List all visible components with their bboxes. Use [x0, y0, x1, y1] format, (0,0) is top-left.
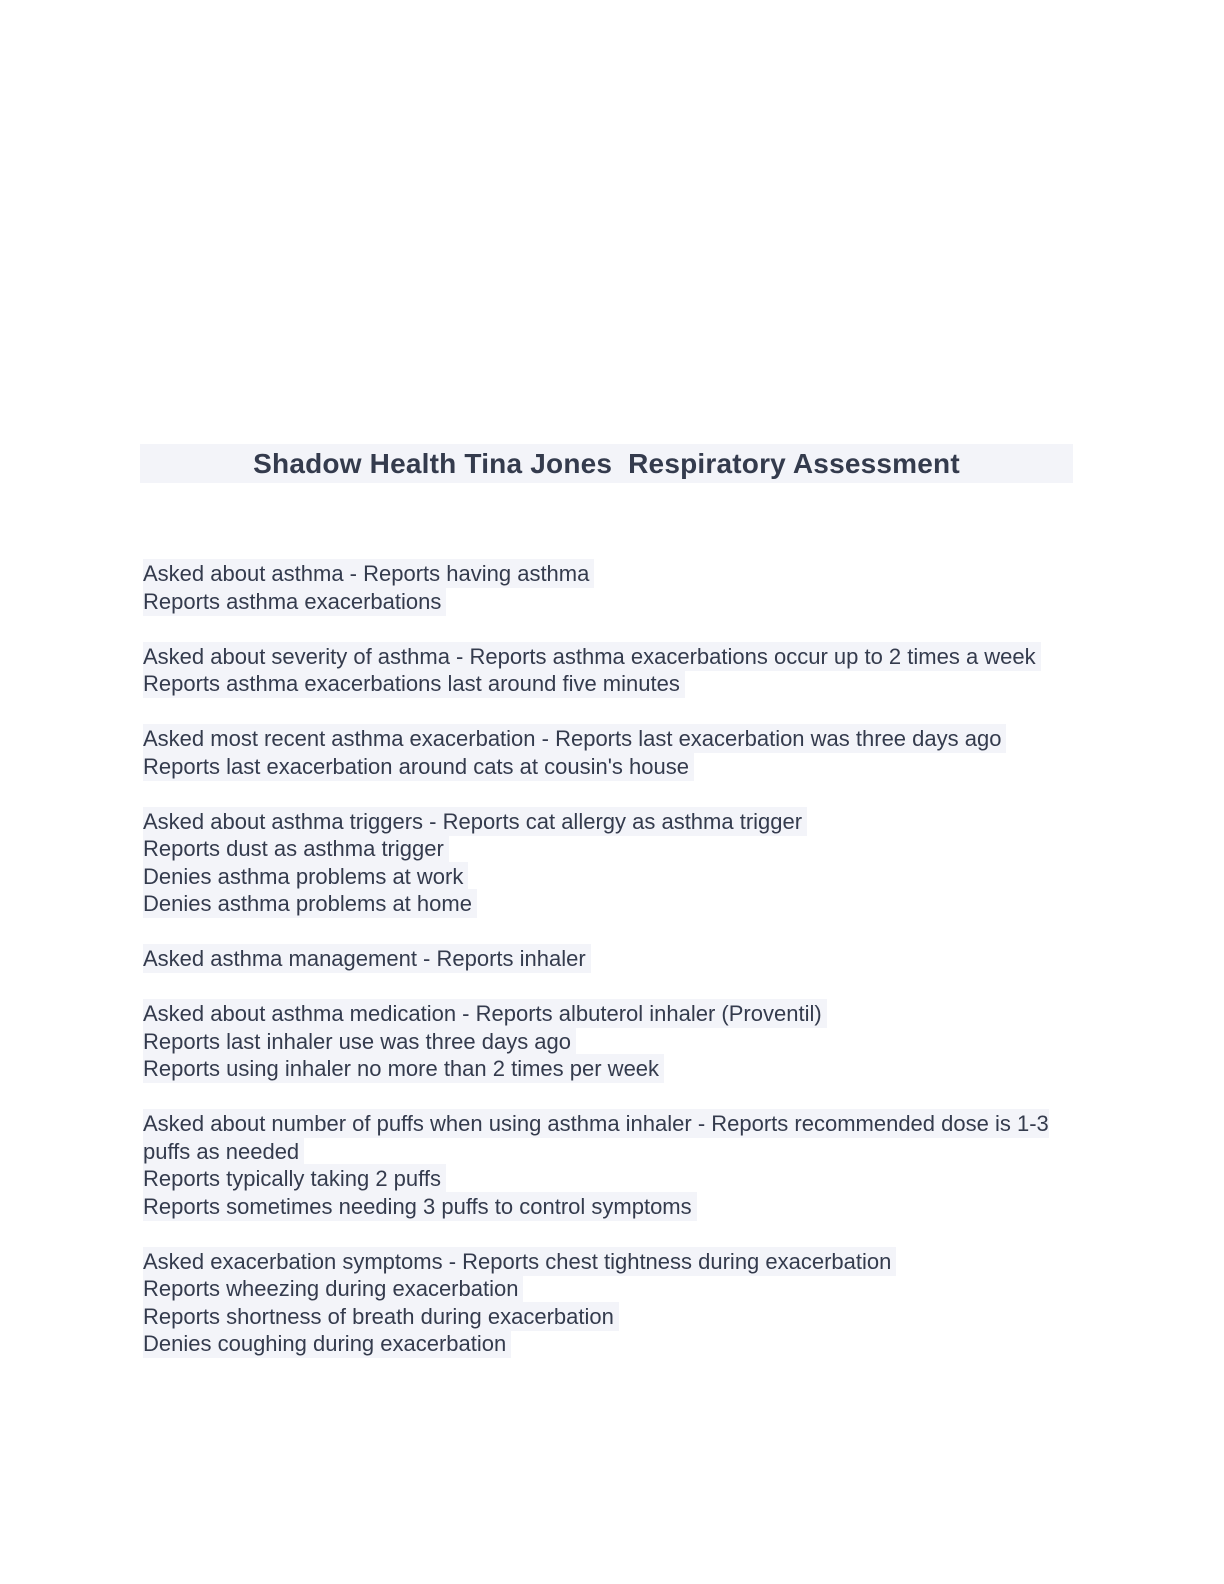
note-line: Reports asthma exacerbations: [143, 587, 446, 616]
note-line: Asked about severity of asthma - Reports asthma exacerbations occur up to 2 times a week: [143, 642, 1041, 671]
note-line: Asked exacerbation symptoms - Reports chest tightness during exacerbation: [143, 1247, 896, 1276]
note-block: [143, 1248, 1073, 1358]
note-line: Denies asthma problems at work: [143, 862, 468, 891]
note-block: [143, 1000, 1073, 1083]
note-line: Reports wheezing during exacerbation: [143, 1274, 523, 1303]
note-line: Reports using inhaler no more than 2 times per week: [143, 1054, 664, 1083]
note-block: [143, 808, 1073, 918]
note-line: Reports dust as asthma trigger: [143, 834, 449, 863]
note-line: Reports typically taking 2 puffs: [143, 1164, 446, 1193]
title-highlight-band: [140, 444, 1073, 483]
note-line: Denies asthma problems at home: [143, 889, 477, 918]
note-block: [143, 945, 1073, 973]
page-title: Shadow Health Tina Jones Respiratory Assessment: [253, 447, 960, 479]
note-block: [143, 1110, 1073, 1220]
note-block: [143, 643, 1073, 698]
note-line: Asked asthma management - Reports inhaler: [143, 944, 591, 973]
note-line: Asked about asthma - Reports having asthma: [143, 559, 594, 588]
note-line: Asked about asthma triggers - Reports cat allergy as asthma trigger: [143, 807, 807, 836]
note-line: Asked about asthma medication - Reports albuterol inhaler (Proventil): [143, 999, 827, 1028]
note-line: Reports last inhaler use was three days ago: [143, 1027, 576, 1056]
note-line: Asked most recent asthma exacerbation - Reports last exacerbation was three days ago: [143, 724, 1006, 753]
note-block: [143, 560, 1073, 615]
note-block: [143, 725, 1073, 780]
note-line: Reports asthma exacerbations last around five minutes: [143, 669, 685, 698]
notes-section: [143, 560, 1073, 1385]
note-line: Reports shortness of breath during exacerbation: [143, 1302, 619, 1331]
note-line: Asked about number of puffs when using asthma inhaler - Reports recommended dose is 1-3 puffs as needed: [143, 1111, 1049, 1164]
note-line: Reports last exacerbation around cats at cousin's house: [143, 752, 694, 781]
note-line: Denies coughing during exacerbation: [143, 1329, 511, 1358]
note-line: Reports sometimes needing 3 puffs to control symptoms: [143, 1192, 697, 1221]
